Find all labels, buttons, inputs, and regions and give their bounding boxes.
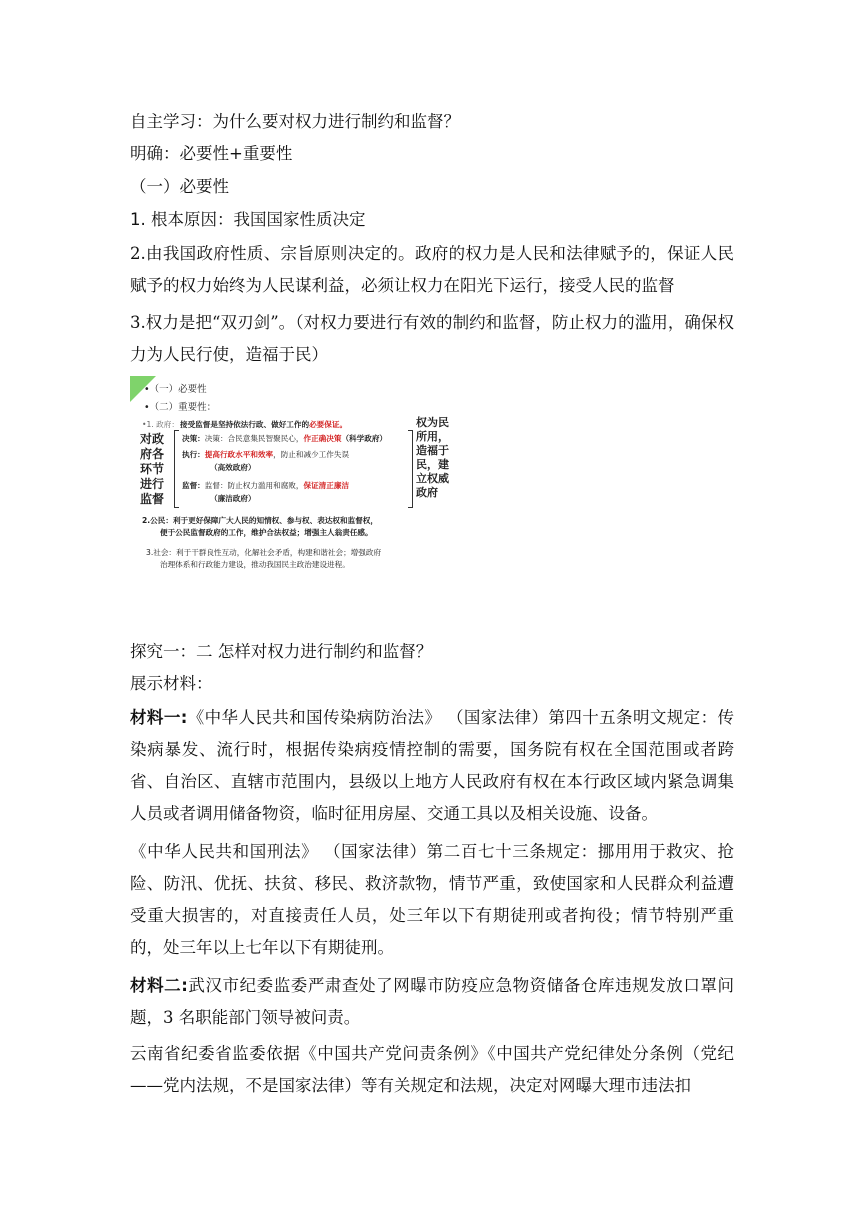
- slide-society-line-1: 3.社会：利于干群良性互动，化解社会矛盾，构建和谐社会；增强政府: [146, 548, 382, 557]
- slide-citizen-line-2: 便于公民监督政府的工作，维护合法权益；增强主人翁责任感。: [160, 528, 373, 537]
- self-study-question: 自主学习：为什么要对权力进行制约和监督？: [130, 112, 460, 131]
- slide-citizen-line-1: 2.公民：利于更好保障广大人民的知情权、参与权、表达权和监督权，: [142, 516, 378, 525]
- slide-execution-line: 执行：提高行政水平和效率，防止和减少工作失误: [182, 450, 350, 459]
- slide-gov-label: •1. 政府：: [142, 420, 179, 429]
- slide-right-label: 权为民 所用， 造福于 民，建 立权威 政府: [416, 416, 449, 499]
- point-2: 2.由我国政府性质、宗旨原则决定的。政府的权力是人民和法律赋予的，保证人民赋予的权力始终为人民谋利益，必须让权力在阳光下运行，接受人民的监督: [130, 244, 734, 295]
- slide-right-brace: [408, 430, 413, 508]
- slide-left-label: 对政 府各 环节 进行 监督: [140, 432, 165, 506]
- material-two: 材料二:武汉市纪委监委严肃查处了网曝市防疫应急物资储备仓库违规发放口罩问题，3 名职能部门领导被问责。: [130, 976, 734, 1027]
- slide-society-line-2: 治理体系和行政能力建设，推动我国民主政治建设进程。: [160, 560, 350, 569]
- slide-gov-text: 接受监督是坚持依法行政、做好工作的必要保证。: [180, 420, 348, 429]
- explore-question: 探究一：二 怎样对权力进行制约和监督？: [130, 642, 433, 661]
- slide-bullet-necessity: •（一）必要性: [144, 384, 207, 395]
- slide-supervision-line: 监督：监督：防止权力滥用和腐败，保证清正廉洁: [182, 481, 350, 490]
- slide-figure: [130, 376, 452, 574]
- section-necessity-heading: （一）必要性: [130, 177, 229, 196]
- material-two-yunnan: 云南省纪委省监委依据《中国共产党问责条例》《中国共产党纪律处分条例（党纪——党内法规，不是国家法律）等有关规定和法规，决定对网曝大理市违法扣: [130, 1044, 734, 1095]
- slide-clean-gov: （廉洁政府）: [210, 494, 256, 503]
- point-1: 1. 根本原因：我国国家性质决定: [130, 210, 366, 229]
- material-one: 材料一:《中华人民共和国传染病防治法》 （国家法律）第四十五条明文规定：传染病暴发、流行时，根据传染病疫情控制的需要，国务院有权在全国范围或者跨省、自治区、直辖市范围内，县级以上地方人民政府有权在本行政区域内紧急调集人员或者调用储备物资，临时征用房屋、交通工具以及相关设施、设备。: [130, 708, 734, 823]
- clarify-line: 明确：必要性+重要性: [130, 144, 293, 163]
- point-3: 3.权力是把“双刃剑”。（对权力要进行有效的制约和监督，防止权力的滥用，确保权力为人民行使，造福于民）: [130, 313, 734, 364]
- slide-efficient-gov: （高效政府）: [210, 463, 256, 472]
- slide-bullet-importance: •（二）重要性：: [144, 402, 217, 413]
- slide-decision-line: 决策：决策：合民意集民智聚民心，作正确决策（科学政府）: [182, 434, 388, 443]
- materials-heading: 展示材料：: [130, 674, 213, 693]
- slide-left-brace: [174, 430, 179, 508]
- material-one-criminal-law: 《中华人民共和国刑法》 （国家法律）第二百七十三条规定：挪用用于救灾、抢险、防汛、优抚、扶贫、移民、救济款物，情节严重，致使国家和人民群众利益遭受重大损害的，对直接责任人员，处三年以下有期徒刑或者拘役；情节特别严重的，处三年以上七年以下有期徒刑。: [130, 842, 734, 957]
